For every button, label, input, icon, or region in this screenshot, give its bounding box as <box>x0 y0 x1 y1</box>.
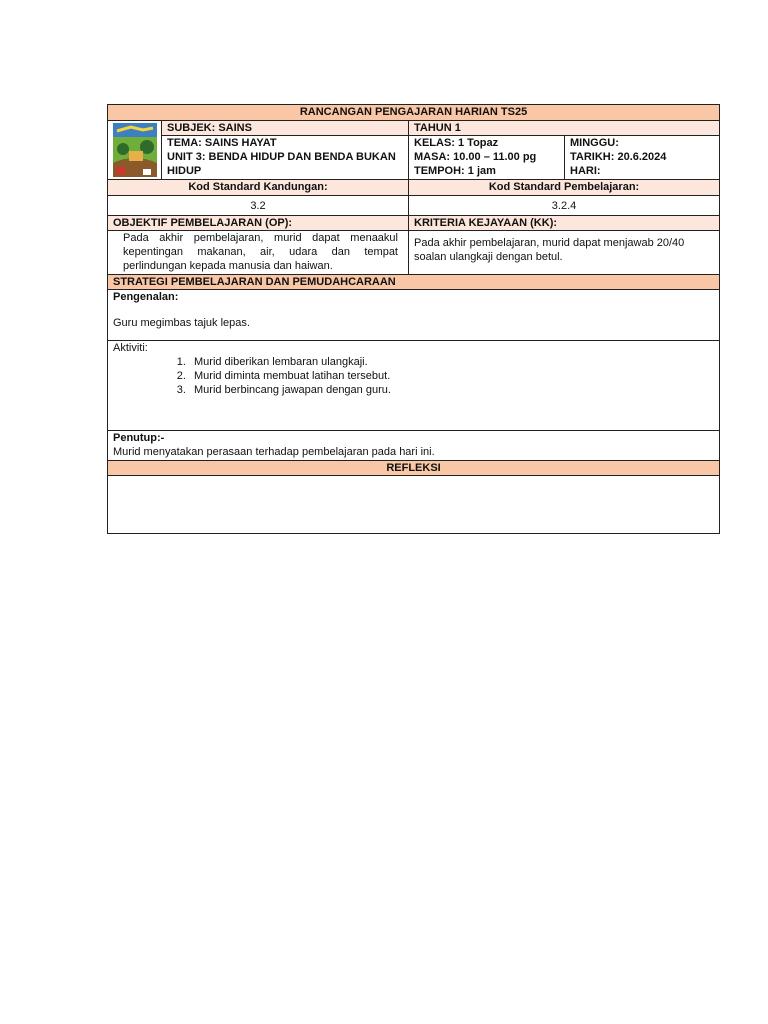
pengenalan-label: Pengenalan: <box>113 291 179 303</box>
pengenalan-text: Guru megimbas tajuk lepas. <box>113 317 250 329</box>
tahun-field: TAHUN 1 <box>409 121 720 136</box>
pengenalan-section <box>108 290 720 341</box>
lesson-plan-sheet <box>107 104 719 534</box>
textbook-cover-icon <box>113 123 157 177</box>
kriteria-text: Pada akhir pembelajaran, murid dapat menjawab 20/40 soalan ulangkaji dengan betul. <box>409 231 720 275</box>
kod-standard-pembelajaran-label: Kod Standard Pembelajaran: <box>409 180 720 196</box>
kelas-masa-cell <box>409 136 565 180</box>
tema-unit-cell <box>162 136 409 180</box>
logo-cell <box>108 121 162 180</box>
kod-standard-pembelajaran-value: 3.2.4 <box>409 196 720 216</box>
refleksi-title: REFLEKSI <box>108 461 720 476</box>
minggu-tarikh-cell <box>565 136 720 180</box>
document-title: RANCANGAN PENGAJARAN HARIAN TS25 <box>108 105 720 121</box>
lesson-plan-table <box>107 104 720 534</box>
tarikh-field: TARIKH: 20.6.2024 <box>570 151 667 163</box>
aktiviti-item: 2. Murid diminta membuat latihan tersebut. <box>189 369 714 383</box>
aktiviti-label: Aktiviti: <box>113 342 148 354</box>
kod-standard-kandungan-label: Kod Standard Kandungan: <box>108 180 409 196</box>
aktiviti-item: 1. Murid diberikan lembaran ulangkaji. <box>189 355 714 369</box>
kod-standard-kandungan-value: 3.2 <box>108 196 409 216</box>
tempoh-field: TEMPOH: 1 jam <box>414 165 496 177</box>
tema-field: TEMA: SAINS HAYAT <box>167 137 277 149</box>
kriteria-label: KRITERIA KEJAYAAN (KK): <box>409 216 720 231</box>
unit-field: UNIT 3: BENDA HIDUP DAN BENDA BUKAN HIDUP <box>167 151 396 177</box>
subjek-field: SUBJEK: SAINS <box>162 121 409 136</box>
masa-field: MASA: 10.00 – 11.00 pg <box>414 151 537 163</box>
aktiviti-list <box>113 355 714 397</box>
kelas-field: KELAS: 1 Topaz <box>414 137 499 149</box>
objektif-text: Pada akhir pembelajaran, murid dapat menaakul kepentingan makanan, air, udara dan tempat perlindungan kepada manusia dan haiwan. <box>108 231 409 275</box>
aktiviti-item: 3. Murid berbincang jawapan dengan guru. <box>189 383 714 397</box>
penutup-section <box>108 431 720 461</box>
objektif-label: OBJEKTIF PEMBELAJARAN (OP): <box>108 216 409 231</box>
hari-field: HARI: <box>570 165 601 177</box>
aktiviti-section <box>108 341 720 431</box>
refleksi-content <box>108 476 720 534</box>
minggu-field: MINGGU: <box>570 137 619 149</box>
penutup-label: Penutup:- <box>113 432 165 444</box>
penutup-text: Murid menyatakan perasaan terhadap pembelajaran pada hari ini. <box>113 446 435 458</box>
strategi-title: STRATEGI PEMBELAJARAN DAN PEMUDAHCARAAN <box>108 275 720 290</box>
